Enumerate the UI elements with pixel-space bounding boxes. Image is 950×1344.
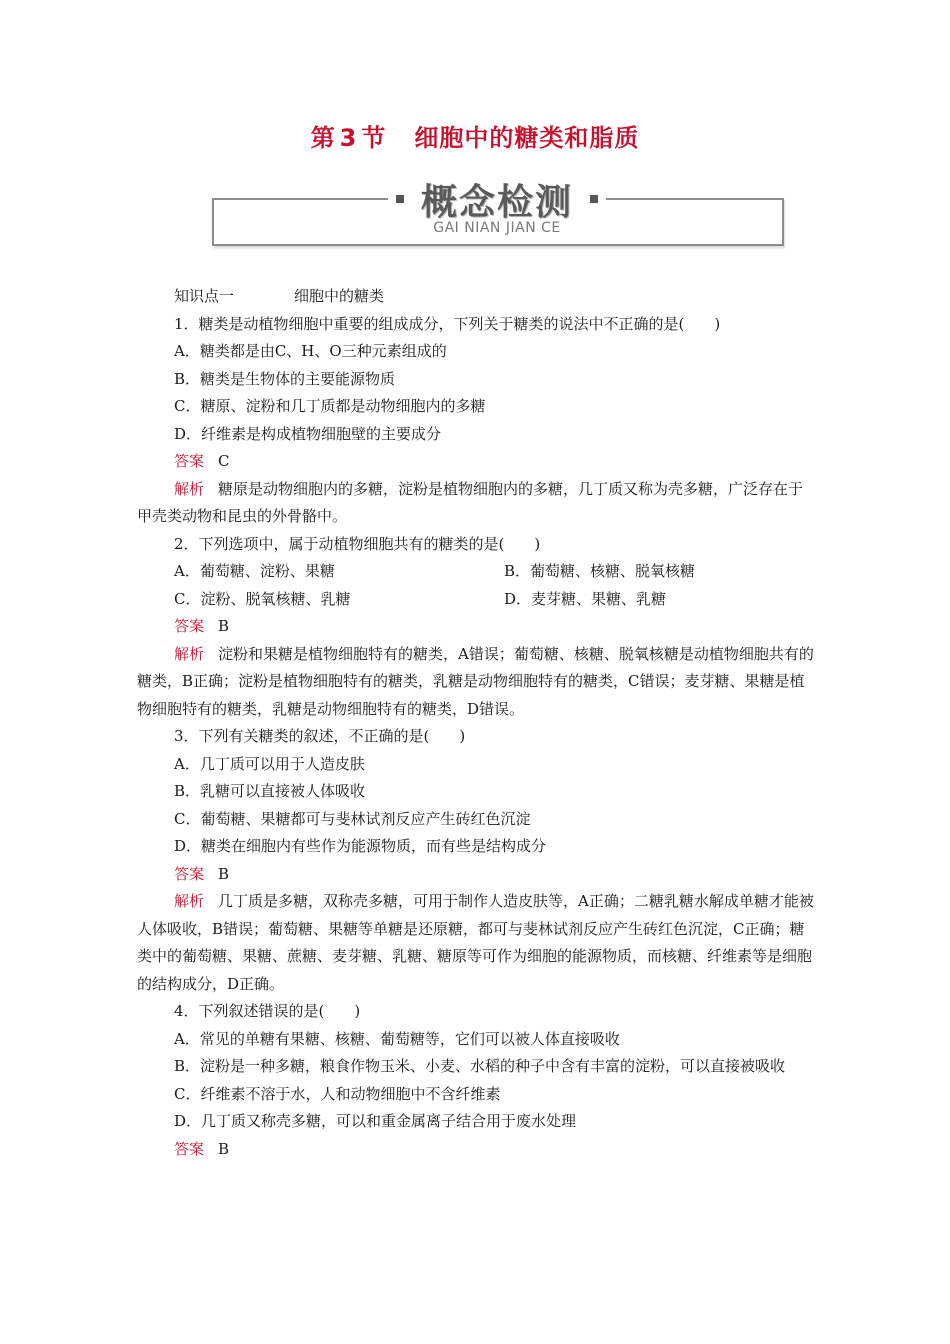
question-2-analysis [137,641,817,724]
title-suffix: 节 [361,124,387,152]
analysis-text: 淀粉和果糖是植物细胞特有的糖类，A错误；葡萄糖、核糖、脱氧核糖是动植物细胞共有的糖类，B正确；淀粉是植物细胞特有的糖类，乳糖是动物细胞特有的糖类，C错误；麦芽糖、果糖是植物细胞特有的糖类，乳糖是动物细胞特有的糖类，D错误。 [137,644,814,718]
question-4-stem: 4．下列叙述错误的是( ) [174,1002,361,1020]
question-4-answer [137,1136,817,1164]
analysis-label: 解析 [174,892,205,910]
question-2-options-row-2 [137,586,817,614]
question-1-option-c: C．糖原、淀粉和几丁质都是动物细胞内的多糖 [174,397,486,415]
question-4-option-d: D．几丁质又称壳多糖，可以和重金属离子结合用于废水处理 [174,1112,577,1130]
question-3-option-c: C．葡萄糖、果糖都可与斐林试剂反应产生砖红色沉淀 [174,809,531,828]
question-1-analysis [137,476,817,531]
question-3-stem: 3．下列有关糖类的叙述，不正确的是( ) [174,727,466,745]
question-3-option-b: B．乳糖可以直接被人体吸收 [174,782,366,800]
question-4-option-a: A．常见的单糖有果糖、核糖、葡萄糖等，它们可以被人体直接吸收 [174,1029,620,1048]
section-label: 知识点一 [174,287,235,305]
question-3-option-a: A．几丁质可以用于人造皮肤 [174,754,365,773]
analysis-label: 解析 [174,644,205,663]
title-number: 3 [339,124,358,152]
question-2-answer [137,613,817,641]
section-title: 细胞中的糖类 [294,287,385,305]
question-2-option-d: D．麦芽糖、果糖、乳糖 [504,589,667,608]
answer-value: B [218,1139,230,1158]
answer-label: 答案 [174,617,205,635]
analysis-text: 糖原是动物细胞内的多糖，淀粉是植物细胞内的多糖，几丁质又称为壳多糖，广泛存在于甲壳类动物和昆虫的外骨骼中。 [137,479,804,525]
question-4-option-b: B．淀粉是一种多糖，粮食作物玉米、小麦、水稻的种子中含有丰富的淀粉，可以直接被吸收 [174,1057,786,1075]
answer-label: 答案 [174,1139,205,1158]
answer-value: C [218,452,230,470]
question-1-stem: 1．糖类是动植物细胞中重要的组成成分，下列关于糖类的说法中不正确的是( ) [174,314,721,333]
question-2-option-b: B．葡萄糖、核糖、脱氧核糖 [504,562,696,580]
question-3-analysis [137,888,817,998]
analysis-label: 解析 [174,479,205,498]
question-1-option-a: A．糖类都是由C、H、O三种元素组成的 [174,342,447,360]
question-3-option-d: D．糖类在细胞内有些作为能源物质，而有些是结构成分 [174,837,547,855]
question-1-option-d: D．纤维素是构成植物细胞壁的主要成分 [174,424,442,443]
answer-label: 答案 [174,452,205,470]
question-2-options-row-1 [137,558,817,586]
title-prefix: 第 [310,124,336,152]
question-1-option-b: B．糖类是生物体的主要能源物质 [174,369,396,388]
question-3-answer [137,861,817,889]
question-2-stem: 2．下列选项中，属于动植物细胞共有的糖类的是( ) [174,534,541,553]
question-2-option-a: A．葡萄糖、淀粉、果糖 [174,562,335,580]
concept-check-banner [212,170,782,246]
question-1-answer [137,448,817,476]
title-text: 细胞中的糖类和脂质 [414,124,640,152]
answer-value: B [218,864,230,883]
page-title [0,118,950,153]
banner-subtitle: GAI NIAN JIAN CE [433,220,561,236]
answer-value: B [218,617,230,635]
banner-title: 概念检测 [420,182,573,223]
section-heading [137,283,817,311]
analysis-text: 几丁质是多糖，双称壳多糖，可用于制作人造皮肤等，A正确；二糖乳糖水解成单糖才能被人体吸收，B错误；葡萄糖、果糖等单糖是还原糖，都可与斐林试剂反应产生砖红色沉淀，C正确；糖类中的葡萄糖、果糖、蔗糖、麦芽糖、乳糖、糖原等可作为细胞的能源物质，而核糖、纤维素等是细胞的结构成分，D正确。 [137,892,814,993]
answer-label: 答案 [174,864,205,883]
question-2-option-c: C．淀粉、脱氧核糖、乳糖 [174,589,351,608]
question-4-option-c: C．纤维素不溶于水，人和动物细胞中不含纤维素 [174,1084,501,1103]
question-list [137,283,817,1163]
